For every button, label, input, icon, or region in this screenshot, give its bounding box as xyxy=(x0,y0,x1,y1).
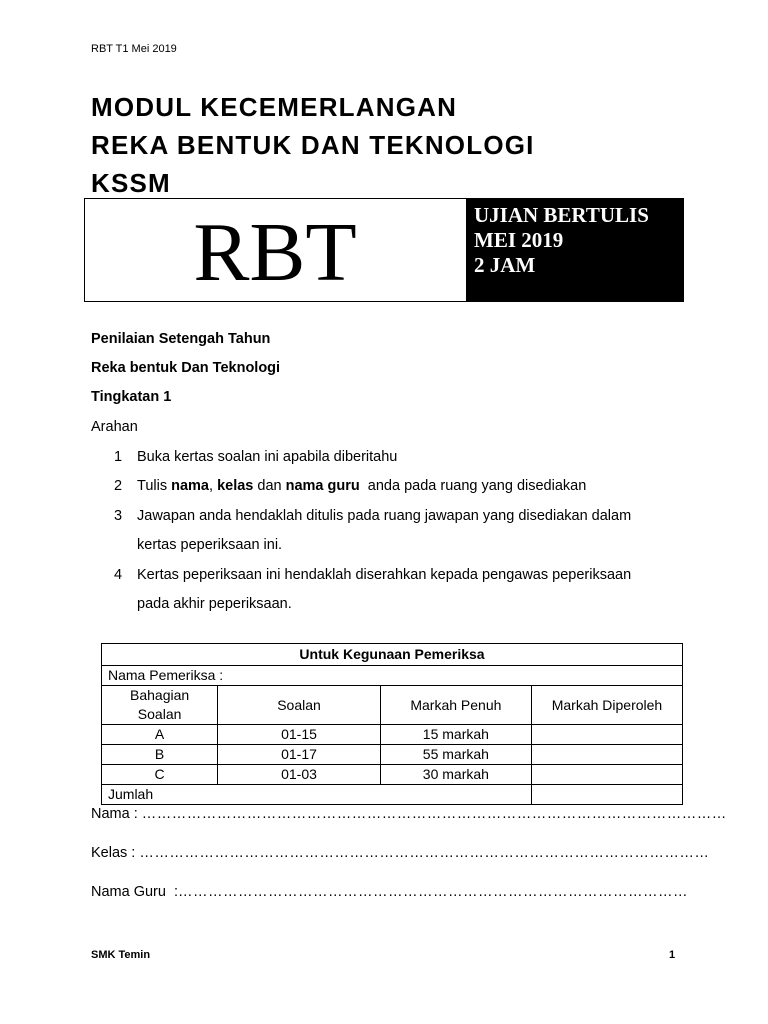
instruction-number: 2 xyxy=(114,478,123,494)
examiner-name-field: Nama Pemeriksa : xyxy=(102,666,683,686)
examiner-table xyxy=(101,643,683,805)
table-cell: 55 markah xyxy=(380,745,531,765)
assessment-name: Penilaian Setengah Tahun xyxy=(91,331,271,347)
teacher-dotted-line: ………………………………………………………………………………………… xyxy=(178,884,689,900)
teacher-label: Nama Guru : xyxy=(91,884,179,900)
instruction-text: kertas peperiksaan ini. xyxy=(137,537,283,553)
instruction-text: Kertas peperiksaan ini hendaklah diserahkan kepada pengawas peperiksaan xyxy=(137,567,632,583)
instruction-item xyxy=(114,508,694,558)
title-line-1: MODUL KECEMERLANGAN xyxy=(91,92,458,122)
student-name-field xyxy=(91,806,727,822)
column-header: Markah Diperoleh xyxy=(531,686,682,725)
instruction-text: pada akhir peperiksaan. xyxy=(137,596,292,612)
table-cell: 30 markah xyxy=(380,765,531,785)
exam-type: UJIAN BERTULIS xyxy=(474,203,649,227)
instruction-item xyxy=(114,567,694,617)
table-row xyxy=(102,725,683,745)
bold-term-name: nama xyxy=(171,478,209,494)
table-cell: C xyxy=(102,765,218,785)
instruction-number: 3 xyxy=(114,508,123,524)
footer-school: SMK Temin xyxy=(91,949,151,961)
bold-term-class: kelas xyxy=(217,478,254,494)
table-cell xyxy=(531,765,682,785)
student-class-field xyxy=(91,845,709,861)
instruction-text-part: , xyxy=(209,478,218,494)
instruction-item xyxy=(114,449,694,469)
exam-duration: 2 JAM xyxy=(474,253,536,277)
name-label: Nama : xyxy=(91,806,142,822)
title-line-2: REKA BENTUK DAN TEKNOLOGI xyxy=(91,130,535,160)
instruction-item xyxy=(114,478,694,498)
table-cell: 01-15 xyxy=(218,725,381,745)
instruction-text-part: anda pada ruang yang disediakan xyxy=(359,478,587,494)
module-title xyxy=(91,88,535,202)
name-dotted-line: ……………………………………………………………………………………………………… xyxy=(141,806,727,822)
column-header: Soalan xyxy=(218,686,381,725)
table-cell: 01-03 xyxy=(218,765,381,785)
table-cell: B xyxy=(102,745,218,765)
instructions-heading: Arahan xyxy=(91,419,138,435)
teacher-name-field xyxy=(91,884,688,900)
instruction-number: 1 xyxy=(114,449,123,465)
table-cell: 15 markah xyxy=(380,725,531,745)
total-label: Jumlah xyxy=(102,785,532,805)
examiner-name-row xyxy=(102,666,683,686)
table-title: Untuk Kegunaan Pemeriksa xyxy=(102,644,683,666)
instruction-text: Buka kertas soalan ini apabila diberitahu xyxy=(137,449,398,465)
class-label: Kelas : xyxy=(91,845,140,861)
table-total-row xyxy=(102,785,683,805)
column-header: Bahagian Soalan xyxy=(102,686,218,725)
table-title-row xyxy=(102,644,683,666)
class-dotted-line: …………………………………………………………………………………………………… xyxy=(139,845,710,861)
page-header: RBT T1 Mei 2019 xyxy=(91,43,177,55)
table-cell: A xyxy=(102,725,218,745)
exam-date: MEI 2019 xyxy=(474,228,564,252)
table-row xyxy=(102,745,683,765)
instruction-text xyxy=(137,478,586,494)
exam-banner xyxy=(84,198,684,302)
instruction-text-part: Tulis xyxy=(137,478,172,494)
footer-page-number: 1 xyxy=(669,949,676,961)
table-cell: 01-17 xyxy=(218,745,381,765)
title-line-3: KSSM xyxy=(91,168,171,198)
instruction-text: Jawapan anda hendaklah ditulis pada ruang jawapan yang disediakan dalam xyxy=(137,508,632,524)
table-row xyxy=(102,765,683,785)
banner-exam-details xyxy=(466,199,683,301)
column-header: Markah Penuh xyxy=(380,686,531,725)
level-name: Tingkatan 1 xyxy=(91,389,172,405)
table-cell xyxy=(531,725,682,745)
instruction-number: 4 xyxy=(114,567,123,583)
bold-term-teacher: nama guru xyxy=(285,478,360,494)
subject-name: Reka bentuk Dan Teknologi xyxy=(91,360,281,376)
banner-logo-area xyxy=(85,199,465,301)
table-cell xyxy=(531,745,682,765)
total-value-cell xyxy=(531,785,682,805)
instruction-text-part: dan xyxy=(253,478,286,494)
table-header-row xyxy=(102,686,683,725)
rbt-logo-text: RBT xyxy=(193,206,357,299)
